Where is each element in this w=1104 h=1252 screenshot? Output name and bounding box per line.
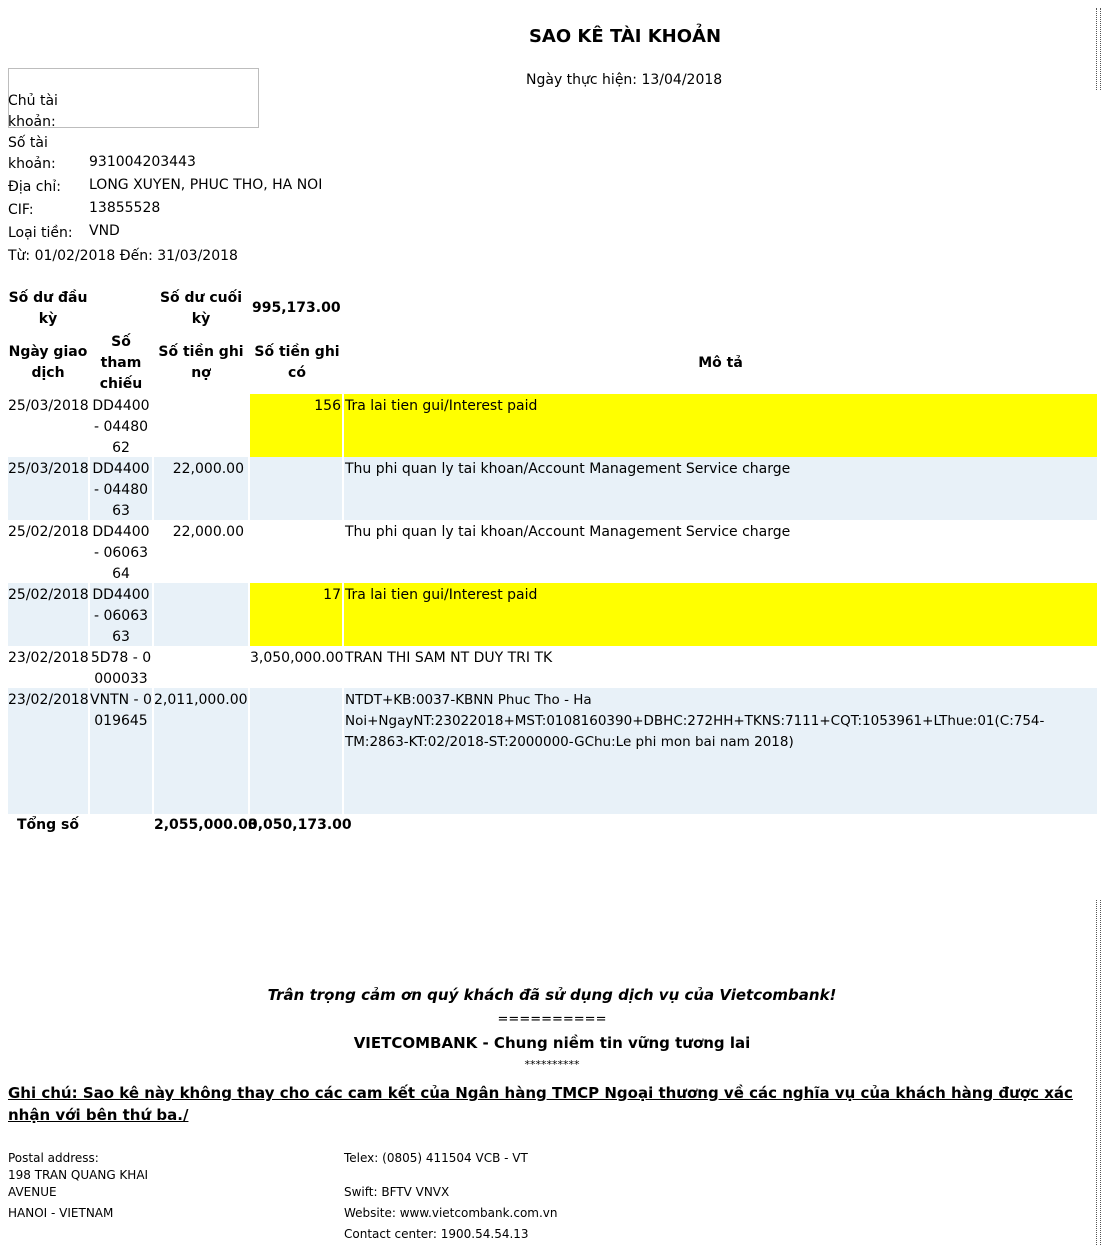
- row-date: 23/02/2018: [8, 646, 90, 688]
- swift-code: Swift: BFTV VNVX: [344, 1185, 450, 1199]
- address-label: Địa chỉ:: [8, 179, 61, 195]
- col-header-date: Ngày giao dịch: [8, 344, 88, 381]
- row-date: 25/02/2018: [8, 583, 90, 646]
- col-header-description: Mô tả: [698, 355, 743, 371]
- row-description: NTDT+KB:0037-KBNN Phuc Tho - Ha Noi+NgayNT:23022018+MST:0108160390+DBHC:272HH+TKNS:7111+CQT:1053961+LThue:01(C:754-TM:2863-KT:02/2018-ST:2000000-GChu:Le phi mon bai nam 2018): [345, 692, 1045, 750]
- row-ref: DD4400 - 0448063: [90, 457, 154, 520]
- col-header-debit: Số tiền ghi nợ: [158, 344, 244, 381]
- row-description: TRAN THI SAM NT DUY TRI TK: [345, 650, 553, 666]
- row-debit: [154, 394, 250, 457]
- table-row: [8, 520, 1097, 583]
- cif-value: 13855528: [89, 200, 161, 216]
- col-header-ref: Số tham chiếu: [99, 334, 143, 392]
- row-date: 25/03/2018: [8, 457, 90, 520]
- row-debit: 22,000.00: [154, 520, 250, 583]
- table-row: [8, 646, 1097, 688]
- currency-label: Loại tiền:: [8, 225, 73, 241]
- website: Website: www.vietcombank.com.vn: [344, 1206, 558, 1220]
- row-date: 25/02/2018: [8, 520, 90, 583]
- row-ref: VNTN - 0019645: [90, 688, 154, 814]
- telex: Telex: (0805) 411504 VCB - VT: [344, 1151, 528, 1165]
- footer-divider: ==========: [497, 1012, 607, 1027]
- row-ref: 5D78 - 0000033: [90, 646, 154, 688]
- row-debit: 22,000.00: [154, 457, 250, 520]
- col-header-credit: Số tiền ghi có: [254, 344, 340, 381]
- postal-address-line2: HANOI - VIETNAM: [8, 1206, 114, 1220]
- contact-center: Contact center: 1900.54.54.13: [344, 1227, 529, 1241]
- table-row: [8, 394, 1097, 457]
- row-credit: [250, 457, 344, 520]
- address-value: LONG XUYEN, PHUC THO, HA NOI: [89, 177, 323, 193]
- row-date: 23/02/2018: [8, 688, 90, 814]
- row-debit: [154, 646, 250, 688]
- footer-stars: **********: [524, 1058, 580, 1071]
- closing-balance-value: 995,173.00: [252, 300, 341, 316]
- table-row: [8, 583, 1097, 646]
- row-credit: [250, 688, 344, 814]
- disclaimer-note: Ghi chú: Sao kê này không thay cho các cam kết của Ngân hàng TMCP Ngoại thương về các nghĩa vụ của khách hàng được xác nhận với bên thứ ba./: [8, 1084, 1073, 1124]
- thank-you-message: Trân trọng cảm ơn quý khách đã sử dụng dịch vụ của Vietcombank!: [267, 986, 837, 1004]
- row-ref: DD4400 - 0448062: [90, 394, 154, 457]
- row-ref: DD4400 - 0606363: [90, 583, 154, 646]
- opening-balance-label: Số dư đầu kỳ: [8, 290, 88, 327]
- row-description: Tra lai tien gui/Interest paid: [344, 583, 1097, 646]
- row-description: Thu phi quan ly tai khoan/Account Management Service charge: [345, 461, 791, 477]
- bank-slogan: VIETCOMBANK - Chung niềm tin vững tương lai: [353, 1034, 751, 1052]
- account-number-value: 931004203443: [89, 154, 196, 170]
- row-credit: 156: [250, 394, 344, 457]
- total-credit: 3,050,173.00: [248, 817, 352, 833]
- statement-title: SAO KÊ TÀI KHOẢN: [528, 26, 722, 47]
- row-ref: DD4400 - 0606364: [90, 520, 154, 583]
- currency-value: VND: [89, 223, 120, 239]
- cif-label: CIF:: [8, 202, 34, 218]
- closing-balance-label: Số dư cuối kỳ: [159, 290, 243, 327]
- row-date: 25/03/2018: [8, 394, 90, 457]
- postal-address-line1: 198 TRAN QUANG KHAI AVENUE: [8, 1168, 149, 1199]
- statement-period: Từ: 01/02/2018 Đến: 31/03/2018: [8, 248, 238, 264]
- postal-label: Postal address:: [8, 1151, 99, 1165]
- row-description: Thu phi quan ly tai khoan/Account Management Service charge: [345, 524, 791, 540]
- row-credit: 3,050,000.00: [250, 646, 344, 688]
- row-credit: [250, 520, 344, 583]
- page-edge-marker-top: [1096, 8, 1101, 90]
- total-debit: 2,055,000.00: [154, 817, 258, 833]
- row-credit: 17: [250, 583, 344, 646]
- row-description: Tra lai tien gui/Interest paid: [344, 394, 1097, 457]
- page-edge-marker-bottom: [1096, 900, 1101, 1245]
- execution-date: Ngày thực hiện: 13/04/2018: [526, 72, 723, 88]
- total-label: Tổng số: [17, 817, 79, 833]
- table-row: [8, 688, 1097, 814]
- account-owner-label: Chủ tài khoản:: [8, 93, 58, 130]
- row-debit: 2,011,000.00: [154, 688, 250, 814]
- table-row: [8, 457, 1097, 520]
- row-debit: [154, 583, 250, 646]
- account-number-label: Số tài khoản:: [8, 135, 56, 172]
